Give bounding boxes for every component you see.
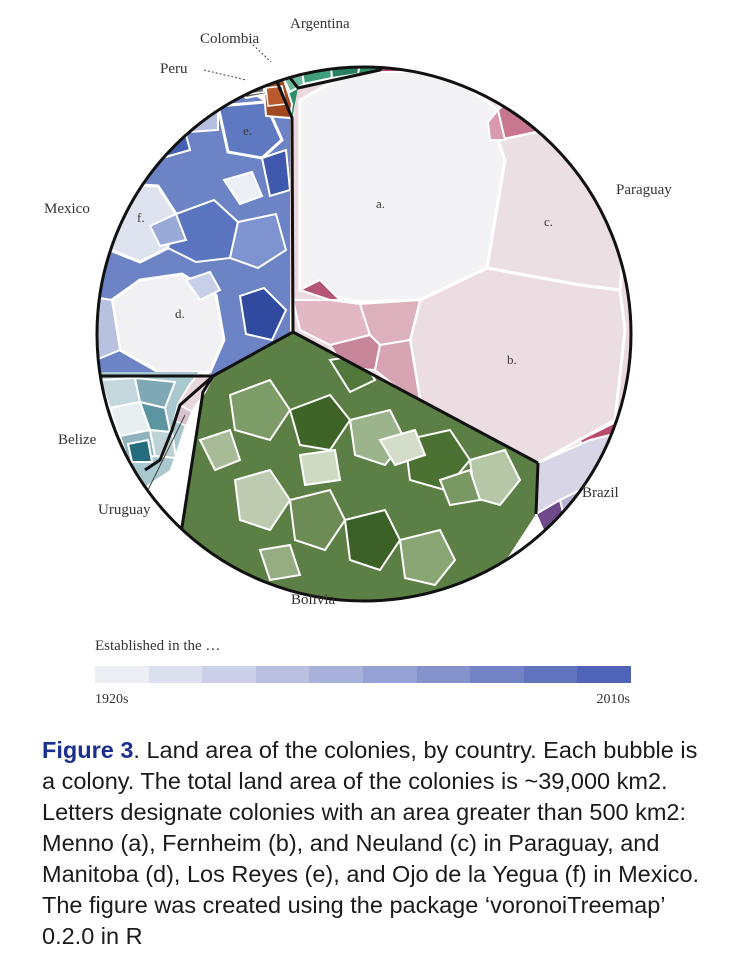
legend-swatch	[149, 666, 203, 683]
legend-color-bar	[95, 666, 631, 683]
colony-cell	[100, 150, 140, 184]
figure-label: Figure 3	[42, 737, 134, 763]
colony-cell	[140, 112, 190, 160]
legend-title: Established in the …	[95, 638, 221, 654]
label-bolivia: Bolivia	[291, 592, 336, 608]
label-paraguay: Paraguay	[616, 182, 672, 198]
colony-menno	[300, 70, 505, 302]
colony-neuland	[487, 130, 625, 290]
label-mexico: Mexico	[44, 201, 90, 217]
colony-cell	[410, 50, 470, 72]
legend-swatch	[363, 666, 417, 683]
caption-text: . Land area of the colonies, by country. Each bubble is a colony. The total land area of the colonies is ~39,000 km2. Letters designate colonies with an area greater than 500 km2: Menno (a), Fernheim (b), and Neuland (c) in Paraguay, and Manitoba (d), Los Reyes (e), and Ojo de la Yegua (f) in Mexico. The figure was created using the package ‘voronoiTreemap’ 0.2.0 in R	[42, 737, 700, 949]
peru-leader	[204, 70, 246, 80]
legend-max-label: 2010s	[596, 692, 630, 707]
colony-cell	[300, 450, 340, 485]
label-belize: Belize	[58, 432, 97, 448]
legend-swatch	[577, 666, 631, 683]
legend-swatch	[524, 666, 578, 683]
legend-swatch	[202, 666, 256, 683]
region-mexico	[80, 80, 295, 380]
legend-min-label: 1920s	[95, 692, 129, 707]
legend-swatch	[470, 666, 524, 683]
label-peru: Peru	[160, 61, 188, 77]
colony-cell	[128, 440, 152, 462]
letter-neuland: c.	[544, 214, 554, 229]
label-uruguay: Uruguay	[98, 502, 151, 518]
legend-swatch	[95, 666, 149, 683]
letter-ojo-de-la-yegua: f.	[137, 210, 145, 225]
letter-los-reyes: e.	[243, 123, 253, 138]
legend-swatch	[256, 666, 310, 683]
figure-caption	[42, 735, 714, 952]
legend-swatch	[417, 666, 471, 683]
letter-fernheim: b.	[507, 352, 517, 367]
legend-swatch	[309, 666, 363, 683]
label-brazil: Brazil	[582, 485, 619, 501]
letter-manitoba: d.	[175, 306, 185, 321]
label-colombia: Colombia	[200, 31, 260, 47]
letter-menno: a.	[376, 196, 386, 211]
label-argentina: Argentina	[290, 16, 350, 32]
